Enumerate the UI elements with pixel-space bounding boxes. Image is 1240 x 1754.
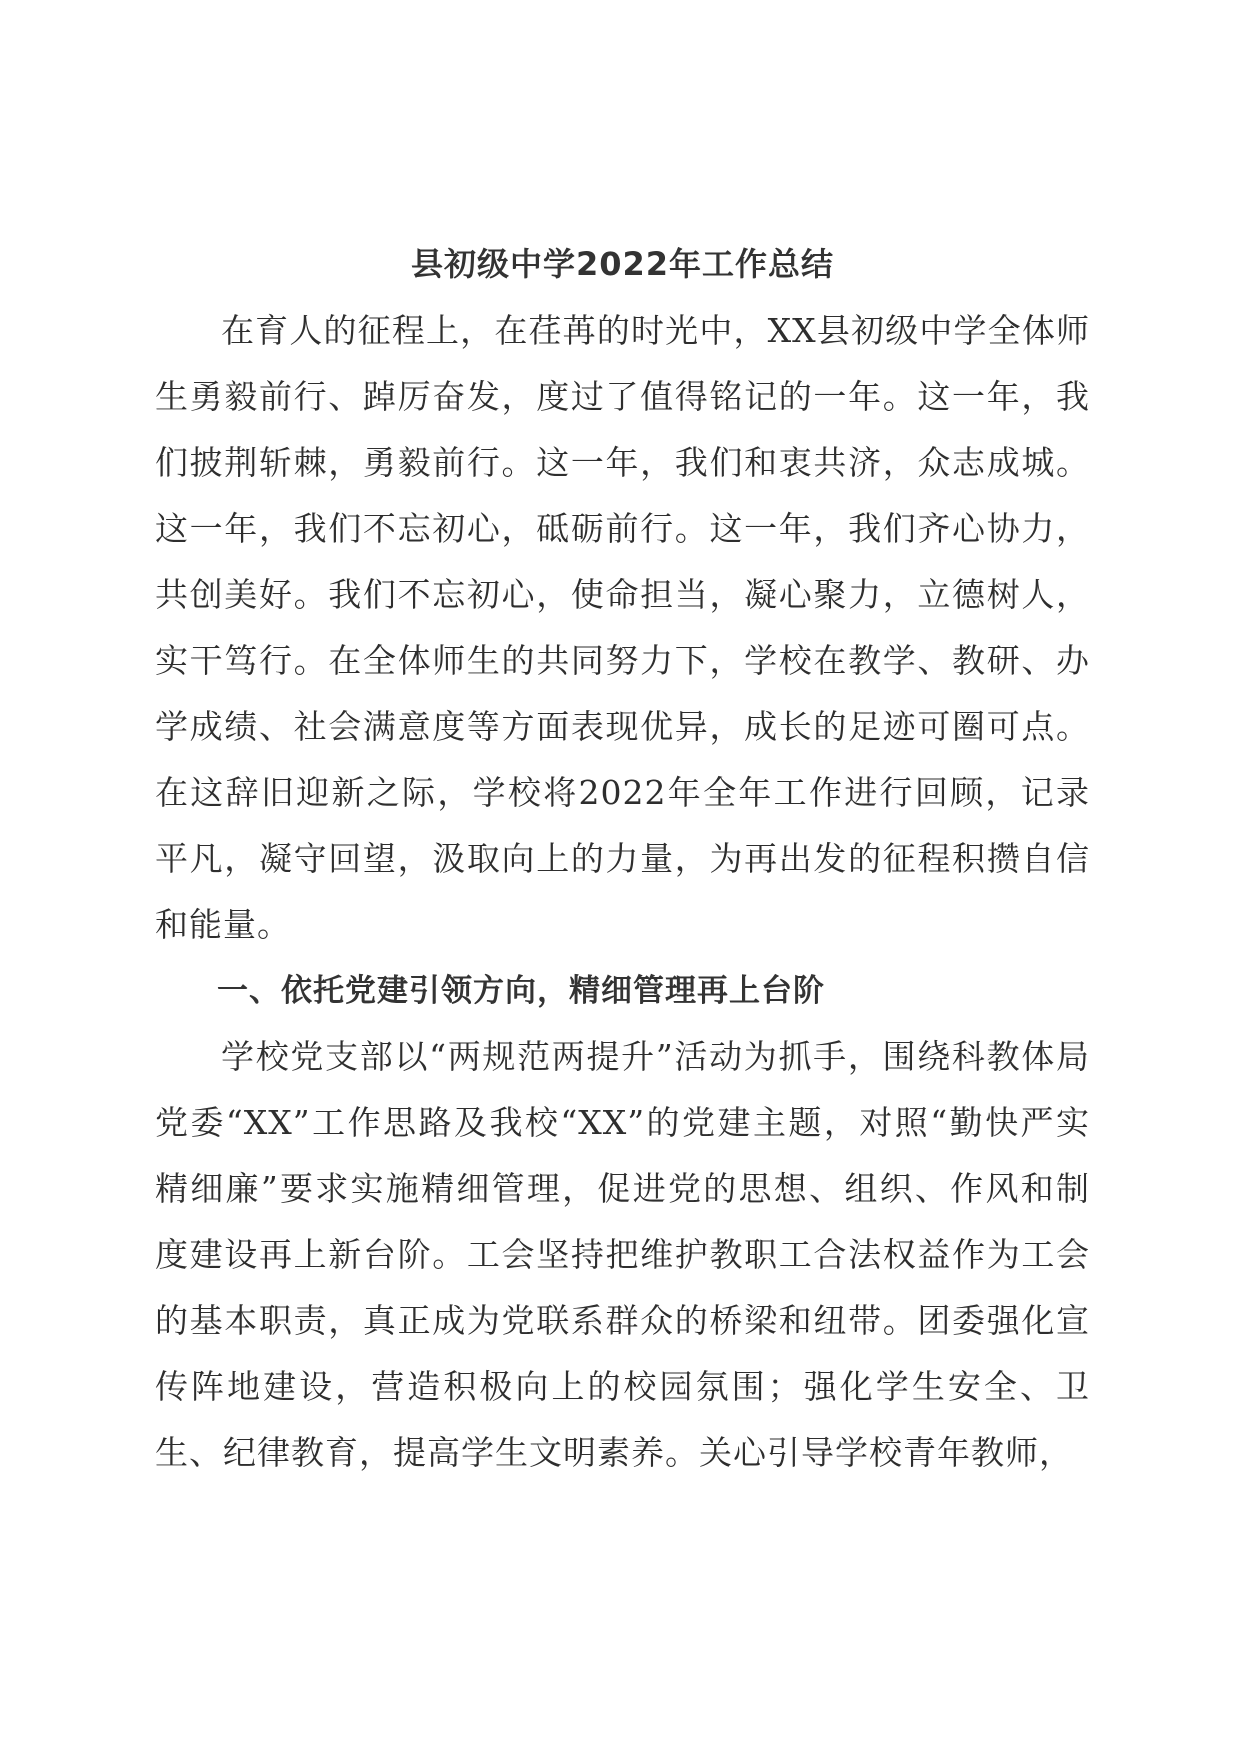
intro-paragraph: 在育人的征程上，在荏苒的时光中，XX县初级中学全体师生勇毅前行、踔厉奋发，度过了值得铭记的一年。这一年，我们披荆斩棘，勇毅前行。这一年，我们和衷共济，众志成城。这一年，我们不忘初心，砥砺前行。这一年，我们齐心协力，共创美好。我们不忘初心，使命担当，凝心聚力，立德树人，实干笃行。在全体师生的共同努力下，学校在教学、教研、办学成绩、社会满意度等方面表现优异，成长的足迹可圈可点。在这辞旧迎新之际，学校将2022年全年工作进行回顾，记录平凡，凝守回望，汲取向上的力量，为再出发的征程积攒自信和能量。 [155,311,1090,944]
document-title: 县初级中学2022年工作总结 [410,245,835,283]
document-content [155,236,1090,1486]
section-paragraph: 学校党支部以“两规范两提升”活动为抓手，围绕科教体局党委“XX”工作思路及我校“XX”的党建主题，对照“勤快严实精细廉”要求实施精细管理，促进党的思想、组织、作风和制度建设再上新台阶。工会坚持把维护教职工合法权益作为工会的基本职责，真正成为党联系群众的桥梁和纽带。团委强化宣传阵地建设，营造积极向上的校园氛围；强化学生安全、卫生、纪律教育，提高学生文明素养。关心引导学校青年教师， [155,1037,1090,1472]
section-heading: 一、依托党建引领方向，精细管理再上台阶 [217,973,825,1009]
